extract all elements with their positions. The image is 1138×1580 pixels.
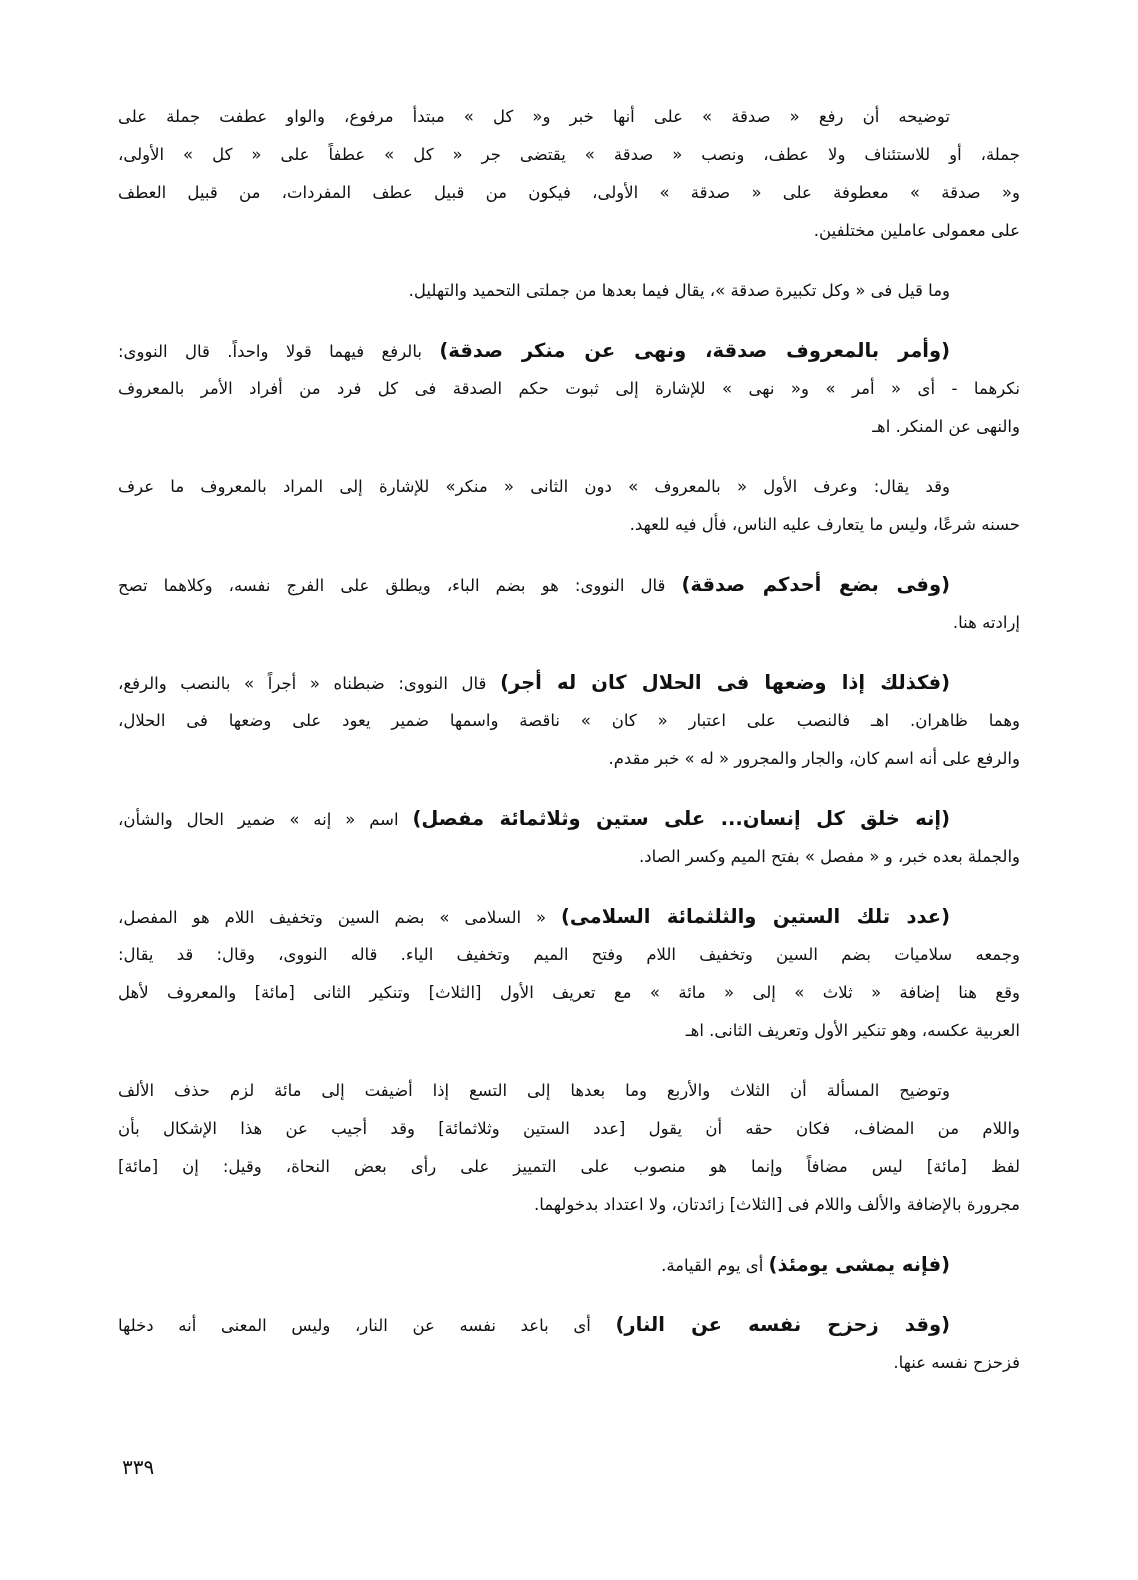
hadith-quote-lead: (وأمر بالمعروف صدقة، ونهى عن منكر صدقة) (439, 339, 950, 362)
commentary-text: واللام من المضاف، فكان حقه أن يقول [عدد الستين وثلاثمائة] وقد أجيب عن هذا الإشكال بأن (118, 1119, 1020, 1138)
commentary-text: وتوضيح المسألة أن الثلاث والأربع وما بعدها إلى التسع إذا أضيفت إلى مائة لزم حذف الألف (118, 1081, 950, 1100)
commentary-text: « السلامى » بضم السين وتخفيف اللام هو المفصل، (118, 908, 547, 927)
text-line (118, 566, 1020, 604)
commentary-text: أى باعد نفسه عن النار، وليس المعنى أنه دخلها (118, 1316, 591, 1335)
commentary-text: وقد يقال: وعرف الأول « بالمعروف » دون الثانى « منكر» للإشارة إلى المراد بالمعروف ما عرف (118, 477, 950, 496)
commentary-text: بالرفع فيهما قولا واحداً. قال النووى: (118, 342, 422, 361)
text-line (118, 1344, 1020, 1382)
text-line (118, 1186, 1020, 1224)
paragraph (118, 468, 1020, 544)
page-number: ٣٣٩ (122, 1455, 155, 1479)
hadith-quote-lead: (إنه خلق كل إنسان... على ستين وثلاثمائة مفصل) (412, 807, 950, 830)
paragraph (118, 1306, 1020, 1382)
text-line (118, 664, 1020, 702)
commentary-text: مجرورة بالإضافة والألف واللام فى [الثلاث] زائدتان، ولا اعتداد بدخولهما. (533, 1195, 1020, 1214)
text-line (118, 702, 1020, 740)
document-body (118, 98, 1020, 1382)
paragraph (118, 800, 1020, 876)
commentary-text: وهما ظاهران. اهـ فالنصب على اعتبار « كان » ناقصة واسمها ضمير يعود على وضعها فى الحلال، (118, 711, 1020, 730)
commentary-text: نكرهما - أى « أمر » و« نهى » للإشارة إلى ثبوت حكم الصدقة فى كل فرد من أفراد الأمر بالمعروف (118, 379, 1020, 398)
text-line (118, 1306, 1020, 1344)
text-line (118, 98, 1020, 136)
commentary-text: توضيحه أن رفع « صدقة » على أنها خبر و« كل » مبتدأ مرفوع، والواو عطفت جملة على (118, 107, 950, 126)
commentary-text: وقع هنا إضافة « ثلاث » إلى « مائة » مع تعريف الأول [الثلاث] وتنكير الثانى [مائة] والمعروف لأهل (118, 983, 1020, 1002)
text-line (118, 974, 1020, 1012)
hadith-quote-lead: (فكذلك إذا وضعها فى الحلال كان له أجر) (500, 671, 951, 694)
paragraph (118, 1072, 1020, 1224)
text-line (118, 212, 1020, 250)
commentary-text: إرادته هنا. (952, 613, 1020, 632)
paragraph (118, 332, 1020, 446)
paragraph (118, 98, 1020, 250)
text-line (118, 506, 1020, 544)
commentary-text: أى يوم القيامة. (661, 1256, 764, 1275)
paragraph (118, 664, 1020, 778)
commentary-text: و« صدقة » معطوفة على « صدقة » الأولى، فيكون من قبيل عطف المفردات، من قبيل العطف (118, 183, 1020, 202)
commentary-text: لفظ [مائة] ليس مضافاً وإنما هو منصوب على التمييز على رأى بعض النحاة، وقيل: إن [مائة] (118, 1157, 1020, 1176)
text-line (118, 800, 1020, 838)
hadith-quote-lead: (وقد زحزح نفسه عن النار) (615, 1313, 950, 1336)
commentary-text: على معمولى عاملين مختلفين. (813, 221, 1020, 240)
paragraph (118, 566, 1020, 642)
text-line (118, 1110, 1020, 1148)
text-line (118, 332, 1020, 370)
paragraph (118, 272, 1020, 310)
text-line (118, 740, 1020, 778)
text-line (118, 272, 1020, 310)
paragraph (118, 898, 1020, 1050)
text-line (118, 468, 1020, 506)
commentary-text: والرفع على أنه اسم كان، والجار والمجرور « له » خبر مقدم. (608, 749, 1020, 768)
commentary-text: العربية عكسه، وهو تنكير الأول وتعريف الثانى. اهـ (685, 1021, 1020, 1040)
commentary-text: حسنه شرعًا، وليس ما يتعارف عليه الناس، فأل فيه للعهد. (629, 515, 1020, 534)
commentary-text: فزحزح نفسه عنها. (893, 1353, 1020, 1372)
text-line (118, 370, 1020, 408)
text-line (118, 408, 1020, 446)
commentary-text: قال النووى: هو بضم الباء، ويطلق على الفرج نفسه، وكلاهما تصح (118, 576, 666, 595)
text-line (118, 1012, 1020, 1050)
text-line (118, 936, 1020, 974)
text-line (118, 898, 1020, 936)
commentary-text: والجملة بعده خبر، و « مفصل » بفتح الميم وكسر الصاد. (638, 847, 1020, 866)
text-line (118, 838, 1020, 876)
commentary-text: قال النووى: ضبطناه « أجراً » بالنصب والرفع، (118, 674, 487, 693)
paragraph (118, 1246, 1020, 1284)
hadith-quote-lead: (عدد تلك الستين والثلثمائة السلامى) (561, 905, 950, 928)
hadith-quote-lead: (وفى بضع أحدكم صدقة) (681, 573, 950, 596)
hadith-quote-lead: (فإنه يمشى يومئذ) (768, 1253, 950, 1276)
commentary-text: اسم « إنه » ضمير الحال والشأن، (118, 810, 399, 829)
text-line (118, 1246, 1020, 1284)
text-line (118, 604, 1020, 642)
text-line (118, 136, 1020, 174)
text-line (118, 1072, 1020, 1110)
commentary-text: جملة، أو للاستئناف ولا عطف، ونصب « صدقة » يقتضى جر « كل » عطفاً على « كل » الأولى، (118, 145, 1020, 164)
commentary-text: وما قيل فى « وكل تكبيرة صدقة »، يقال فيما بعدها من جملتى التحميد والتهليل. (408, 281, 950, 300)
commentary-text: وجمعه سلاميات بضم السين وتخفيف اللام وفتح الميم وتخفيف الياء. قاله النووى، وقال: قد يقال: (118, 945, 1020, 964)
text-line (118, 174, 1020, 212)
commentary-text: والنهى عن المنكر. اهـ (872, 417, 1020, 436)
text-line (118, 1148, 1020, 1186)
